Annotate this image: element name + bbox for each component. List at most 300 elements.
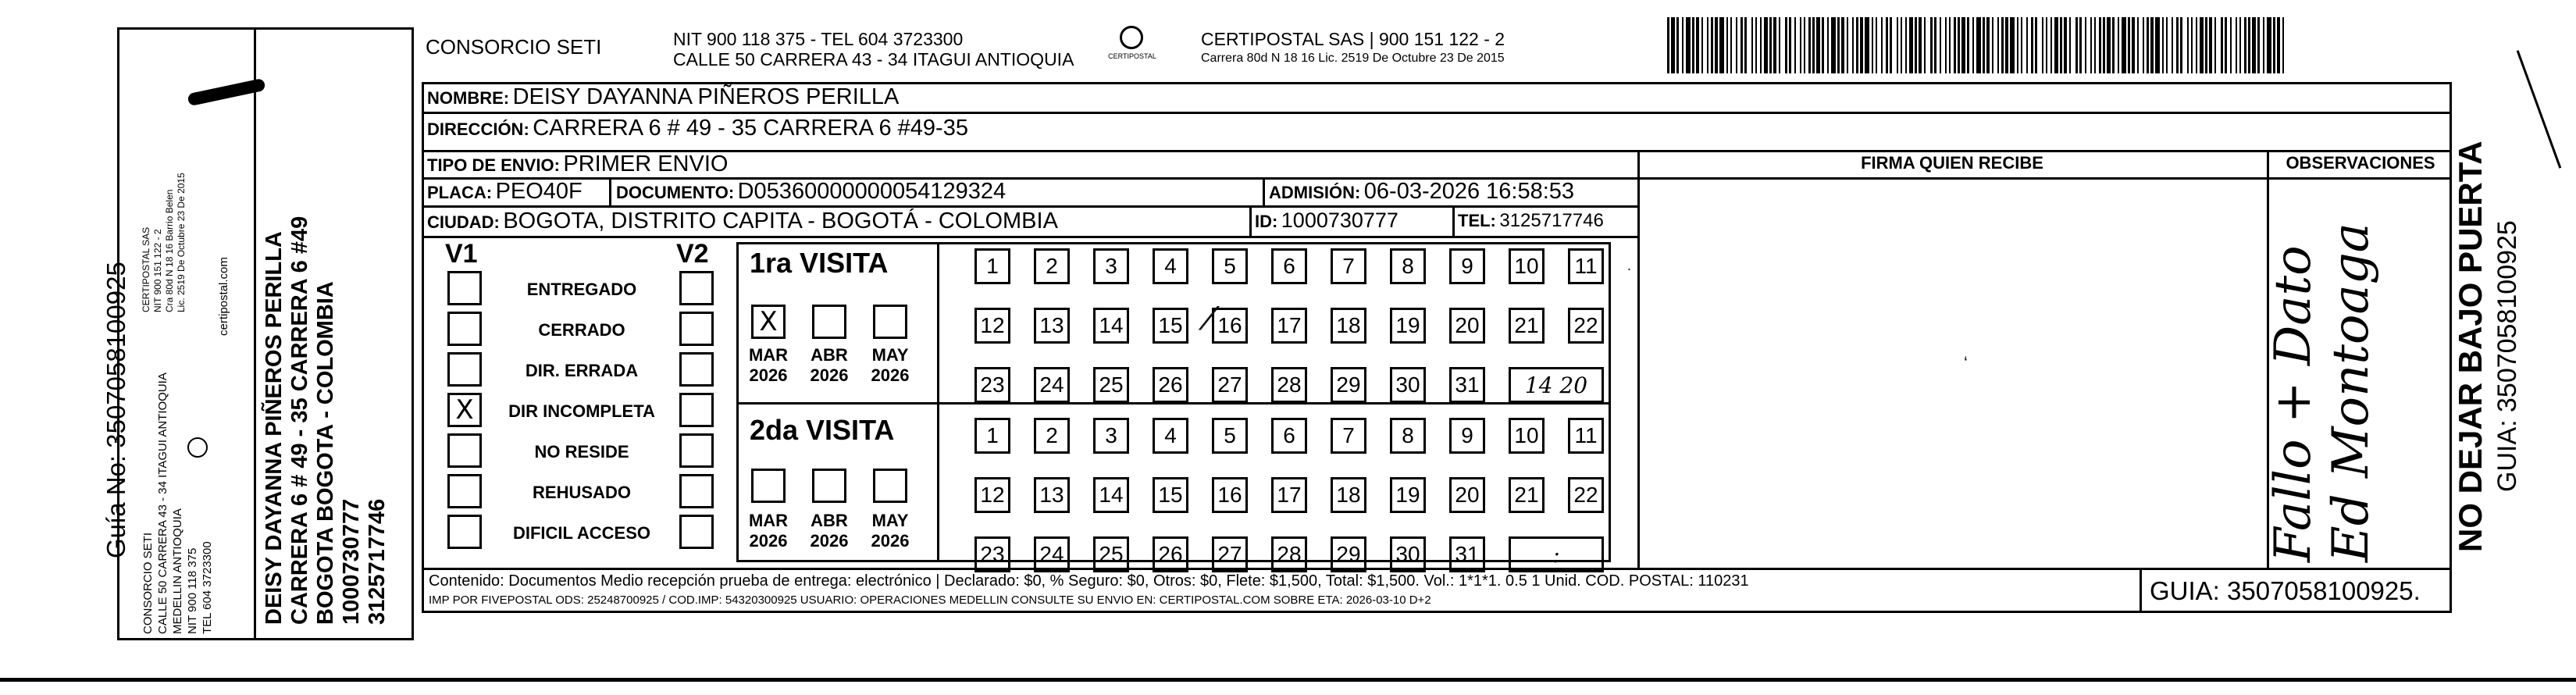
barcode-bar	[2031, 17, 2033, 73]
barcode-bar	[2150, 17, 2154, 73]
first-visit-day-box[interactable]: 18	[1331, 308, 1366, 344]
direccion-value: CARRERA 6 # 49 - 35 CARRERA 6 #49-35	[533, 116, 968, 141]
barcode-bar	[2060, 17, 2062, 73]
barcode-bar	[2010, 17, 2015, 73]
barcode-bar	[2221, 17, 2223, 73]
second-visit-day-box[interactable]: 25	[1093, 536, 1129, 572]
second-visit-day-box[interactable]: 24	[1034, 536, 1070, 572]
second-visit-day-box[interactable]: 16	[1212, 477, 1248, 513]
rule	[422, 112, 2452, 114]
barcode-bar	[1958, 17, 1960, 73]
second-visit-day-box[interactable]: 27	[1212, 536, 1248, 572]
barcode-bar	[1785, 17, 1787, 73]
barcode-bar	[2172, 17, 2173, 73]
stub-recipient-line: 1000730777	[339, 498, 364, 625]
observaciones-label: OBSERVACIONES	[2286, 153, 2435, 173]
barcode-bar	[1905, 17, 1907, 73]
admision-field	[1269, 179, 1574, 205]
barcode	[1667, 17, 2292, 76]
barcode-bar	[1707, 17, 1708, 73]
barcode-bar	[2064, 17, 2067, 73]
reason-cerrado: CERRADO	[538, 320, 625, 340]
month-checkbox-may[interactable]	[873, 305, 907, 339]
second-visit-day-box[interactable]: 13	[1034, 477, 1070, 513]
v1-checkbox[interactable]	[447, 352, 482, 387]
rule	[609, 177, 611, 205]
v2-checkbox[interactable]	[679, 393, 714, 427]
certipostal-logo-icon	[1101, 26, 1163, 66]
barcode-bar	[2046, 17, 2047, 73]
tipo-field	[427, 151, 728, 177]
stub-recipient-line: BOGOTA BOGOTA - COLOMBIA	[313, 281, 338, 625]
barcode-bar	[1755, 17, 1757, 73]
barcode-bar	[2236, 17, 2237, 73]
barcode-bar	[2248, 17, 2250, 73]
admision-label: ADMISIÓN:	[1269, 183, 1361, 202]
barcode-bar	[2054, 17, 2058, 73]
no-dejar-label: NO DEJAR BAJO PUERTA	[2452, 141, 2489, 552]
ciudad-field	[427, 208, 1058, 234]
first-visit-label: 1ra VISITA	[750, 247, 889, 279]
barcode-bar	[1808, 17, 1811, 73]
barcode-bar	[1744, 17, 1747, 73]
barcode-bar	[2085, 17, 2086, 73]
footer-guia: GUIA: 3507058100925.	[2150, 576, 2421, 605]
barcode-bar	[2132, 17, 2135, 73]
first-visit-day-box[interactable]: 10	[1509, 248, 1545, 284]
v2-label: V2	[676, 239, 709, 269]
barcode-bar	[1983, 17, 1985, 73]
first-visit-day-box[interactable]: 22	[1568, 308, 1604, 344]
rule	[422, 236, 1640, 238]
observation-handwriting	[2264, 223, 2380, 562]
barcode-bar	[1751, 17, 1753, 73]
ciudad-value: BOGOTA, DISTRITO CAPITA - BOGOTÁ - COLOMBIA	[503, 208, 1058, 233]
barcode-bar	[2122, 17, 2126, 73]
barcode-bar	[2180, 17, 2182, 73]
first-visit-day-box[interactable]: 29	[1331, 367, 1366, 403]
barcode-bar	[1676, 17, 1679, 73]
barcode-bar	[1945, 17, 1947, 73]
second-visit-day-box[interactable]: 30	[1390, 536, 1426, 572]
barcode-bar	[1909, 17, 1913, 73]
barcode-bar	[1831, 17, 1836, 73]
first-visit-day-box[interactable]: 17	[1271, 308, 1307, 344]
month-label: MAY 2026	[871, 345, 910, 385]
first-visit-day-box[interactable]: 4	[1153, 248, 1188, 284]
day-4-dot: .	[1627, 258, 1632, 273]
barcode-bar	[1800, 17, 1801, 73]
second-visit-day-box[interactable]: 21	[1509, 477, 1545, 513]
barcode-bar	[1886, 17, 1888, 73]
documento-value: D05360000000054129324	[737, 179, 1007, 204]
first-visit-day-box[interactable]: 9	[1449, 248, 1485, 284]
stub-guia-number: Guía No: 3507058100925	[102, 262, 130, 558]
barcode-bar	[1881, 17, 1883, 73]
v1-checkbox[interactable]	[447, 312, 482, 346]
second-visit-day-box[interactable]: 15	[1153, 477, 1188, 513]
v2-checkbox[interactable]	[679, 433, 714, 468]
second-visit-day-box[interactable]: 18	[1331, 477, 1366, 513]
barcode-bar	[1865, 17, 1869, 73]
second-visit-day-box[interactable]: 8	[1390, 418, 1426, 454]
v1-checkbox[interactable]	[447, 515, 482, 549]
id-field	[1255, 208, 1398, 233]
documento-label: DOCUMENTO:	[616, 183, 735, 202]
month-checkbox-abr[interactable]	[812, 305, 846, 339]
nombre-value: DEISY DAYANNA PIÑEROS PERILLA	[512, 84, 900, 109]
barcode-bar	[1692, 17, 1694, 73]
barcode-bar	[1949, 17, 1951, 73]
first-visit-day-box[interactable]: 5	[1212, 248, 1248, 284]
barcode-bar	[2079, 17, 2082, 73]
first-visit-day-box[interactable]: 31	[1449, 367, 1485, 403]
barcode-bar	[1822, 17, 1824, 73]
barcode-bar	[1954, 17, 1956, 73]
barcode-bar	[1852, 17, 1854, 73]
month-label: MAY 2026	[871, 511, 910, 551]
first-visit-day-box[interactable]: 16	[1212, 308, 1248, 344]
barcode-bar	[2099, 17, 2101, 73]
direccion-label: DIRECCIÓN:	[427, 119, 529, 139]
barcode-bar	[2282, 17, 2284, 73]
nombre-label: NOMBRE:	[427, 88, 510, 108]
month-checkbox-mar[interactable]: X	[751, 305, 786, 339]
barcode-bar	[2118, 17, 2119, 73]
reason-entregado: ENTREGADO	[526, 280, 637, 299]
header-company: CONSORCIO SETI	[426, 35, 602, 59]
barcode-bar	[2196, 17, 2197, 73]
v2-checkbox[interactable]	[679, 474, 714, 508]
rule	[1249, 205, 1252, 236]
footer-content-line: Contenido: Documentos Medio recepción prueba de entrega: electrónico | Declarado: $0, % Seguro: $0, Otros: $0, Flete: $1,500, Total: $1,500. Vol.: 1*1*1. 0.5 1 Unid. COD. POSTAL: 110231	[429, 572, 1749, 590]
second-visit-day-box[interactable]: 20	[1449, 477, 1485, 513]
first-visit-day-box[interactable]: 30	[1390, 367, 1426, 403]
first-visit-day-box[interactable]: 3	[1093, 248, 1129, 284]
barcode-bar	[1940, 17, 1941, 73]
placa-value: PEO40F	[495, 179, 583, 204]
first-visit-day-box[interactable]: 27	[1212, 367, 1248, 403]
month-label: MAR 2026	[748, 345, 789, 385]
month-checkbox-mar[interactable]	[751, 469, 786, 503]
barcode-bar	[2267, 17, 2271, 73]
id-value: 1000730777	[1281, 208, 1398, 232]
v1-checkbox[interactable]	[447, 433, 482, 468]
barcode-bar	[1715, 17, 1718, 73]
stub-certipostal-line: Cra 80d N 18 16 Barrio Belen	[164, 189, 175, 312]
reason-dir-incompleta: DIR INCOMPLETA	[508, 401, 655, 421]
first-visit-day-box[interactable]: 15	[1153, 308, 1188, 344]
first-visit-day-box[interactable]: 23	[974, 367, 1010, 403]
first-visit-day-box[interactable]: 2	[1034, 248, 1070, 284]
second-visit-label: 2da VISITA	[750, 414, 895, 446]
day-16-strike-mark: ⁄	[1206, 301, 1212, 337]
side-guia-label: GUIA: 3507058100925	[2492, 220, 2522, 492]
first-visit-day-box[interactable]: 14	[1093, 308, 1129, 344]
v2-checkbox[interactable]	[679, 352, 714, 387]
barcode-bar	[2137, 17, 2139, 73]
reason-dificil-acceso: DIFICIL ACCESO	[512, 523, 650, 543]
tipo-value: PRIMER ENVIO	[563, 151, 729, 176]
second-visit-day-box[interactable]: 28	[1271, 536, 1307, 572]
barcode-bar	[1789, 17, 1791, 73]
barcode-bar	[1760, 17, 1762, 73]
barcode-bar	[2090, 17, 2092, 73]
observation-handwriting-line: Ed Montoaga	[2322, 223, 2380, 562]
barcode-bar	[1860, 17, 1863, 73]
second-visit-day-box[interactable]: 14	[1093, 477, 1129, 513]
barcode-bar	[1897, 17, 1898, 73]
stub-sender-line: MEDELLIN ANTIOQUIA	[171, 508, 184, 634]
barcode-bar	[1816, 17, 1820, 73]
stub-recipient-line: DEISY DAYANNA PIÑEROS PERILLA	[262, 231, 287, 625]
stub-logo-icon	[187, 437, 208, 458]
signature-area: ‘	[1964, 353, 1968, 372]
barcode-bar	[2214, 17, 2216, 73]
first-visit-day-box[interactable]: 7	[1331, 248, 1366, 284]
barcode-bar	[2252, 17, 2256, 73]
second-visit-day-box[interactable]: 12	[974, 477, 1010, 513]
stub-certipostal-line: NIT 900 151 122 - 2	[152, 229, 163, 312]
documento-field	[616, 179, 1006, 205]
barcode-bar	[1696, 17, 1699, 73]
barcode-bar	[2017, 17, 2018, 73]
barcode-bar	[2205, 17, 2207, 73]
tel-value: 3125717746	[1499, 210, 1604, 231]
barcode-bar	[1740, 17, 1743, 73]
first-visit-day-box[interactable]: 25	[1093, 367, 1129, 403]
barcode-bar	[2166, 17, 2168, 73]
barcode-bar	[1841, 17, 1844, 73]
barcode-bar	[2094, 17, 2096, 73]
barcode-bar	[1986, 17, 1990, 73]
barcode-bar	[1972, 17, 1974, 73]
v2-checkbox[interactable]	[679, 515, 714, 549]
stub-certipostal-block	[141, 173, 187, 312]
barcode-bar	[1736, 17, 1737, 73]
barcode-bar	[2230, 17, 2232, 73]
stub-sender-line: CONSORCIO SETI	[141, 532, 155, 634]
stub-recipient-block	[262, 216, 390, 625]
barcode-bar	[2162, 17, 2164, 73]
placa-label: PLACA:	[427, 183, 493, 202]
second-visit-day-box[interactable]: 4	[1153, 418, 1188, 454]
barcode-bar	[1812, 17, 1815, 73]
month-checkbox-may[interactable]	[873, 469, 907, 503]
barcode-bar	[2225, 17, 2227, 73]
second-visit-day-box[interactable]: 31	[1449, 536, 1485, 572]
barcode-bar	[2107, 17, 2111, 73]
nombre-field	[427, 84, 899, 110]
first-visit-day-box[interactable]: 19	[1390, 308, 1426, 344]
barcode-bar	[1901, 17, 1902, 73]
barcode-bar	[1667, 17, 1669, 73]
barcode-bar	[1930, 17, 1933, 73]
barcode-bar	[1961, 17, 1965, 73]
barcode-bar	[1847, 17, 1848, 73]
second-visit-day-box[interactable]: 23	[974, 536, 1010, 572]
barcode-bar	[2026, 17, 2028, 73]
stub-recipient-line: CARRERA 6 # 49 - 35 CARRERA 6 #49	[287, 216, 312, 625]
first-visit-day-box[interactable]: 13	[1034, 308, 1070, 344]
second-visit-time-box[interactable]: :	[1509, 536, 1604, 572]
second-visit-day-box[interactable]: 1	[974, 418, 1010, 454]
reason-dir-errada: DIR. ERRADA	[525, 361, 639, 380]
first-visit-day-box[interactable]: 21	[1509, 308, 1545, 344]
barcode-bar	[2021, 17, 2022, 73]
second-visit-day-box[interactable]: 6	[1271, 418, 1307, 454]
header-certipostal: CERTIPOSTAL SAS | 900 151 122 - 2	[1201, 29, 1505, 49]
rule	[1263, 177, 1265, 205]
v2-checkbox[interactable]	[679, 312, 714, 346]
barcode-bar	[2103, 17, 2105, 73]
stub-sender-block	[141, 372, 215, 634]
barcode-bar	[1730, 17, 1732, 73]
stub-sender-line: NIT 900 118 375	[186, 547, 199, 634]
barcode-bar	[2155, 17, 2160, 73]
barcode-bar	[1719, 17, 1724, 73]
barcode-bar	[1779, 17, 1780, 73]
barcode-bar	[1711, 17, 1713, 73]
barcode-bar	[1876, 17, 1877, 73]
stub-sender-line: CALLE 50 CARRERA 43 - 34 ITAGUI ANTIOQUIA	[156, 372, 169, 634]
first-visit-day-box[interactable]: 12	[974, 308, 1010, 344]
barcode-bar	[1726, 17, 1728, 73]
barcode-bar	[1872, 17, 1873, 73]
month-label: ABR 2026	[810, 345, 849, 385]
second-visit-day-box[interactable]: 22	[1568, 477, 1604, 513]
observation-handwriting-line: Fallo + Dato	[2264, 245, 2322, 562]
second-visit-day-box[interactable]: 11	[1568, 418, 1604, 454]
month-label: ABR 2026	[810, 511, 849, 551]
barcode-bar	[2005, 17, 2008, 73]
rule	[1637, 150, 1640, 568]
second-visit-day-box[interactable]: 9	[1449, 418, 1485, 454]
second-visit-day-box[interactable]: 3	[1093, 418, 1129, 454]
barcode-bar	[2277, 17, 2280, 73]
barcode-bar	[2050, 17, 2052, 73]
barcode-bar	[1686, 17, 1691, 73]
barcode-bar	[2147, 17, 2149, 73]
barcode-bar	[1924, 17, 1926, 73]
barcode-bar	[1671, 17, 1675, 73]
footer-imp-line: IMP POR FIVEPOSTAL ODS: 25248700925 / COD.IMP: 54320300925 USUARIO: OPERACIONES MEDELLIN CONSULTE SU ENVIO EN: CERTIPOSTAL.COM SOBRE ETA: 2026-03-10 D+2	[429, 593, 1431, 607]
barcode-bar	[1827, 17, 1829, 73]
placa-field	[427, 179, 583, 205]
barcode-bar	[1992, 17, 1993, 73]
barcode-bar	[2075, 17, 2078, 73]
barcode-bar	[1769, 17, 1772, 73]
reason-rehusado: REHUSADO	[533, 483, 631, 502]
first-visit-day-box[interactable]: 11	[1568, 248, 1604, 284]
barcode-bar	[1764, 17, 1768, 73]
bottom-edge-line	[0, 678, 2576, 682]
barcode-bar	[2257, 17, 2260, 73]
stub-recipient-line: 3125717746	[365, 498, 390, 625]
second-visit-day-box[interactable]: 5	[1212, 418, 1248, 454]
v2-checkbox[interactable]	[679, 271, 714, 305]
barcode-bar	[1915, 17, 1917, 73]
rule	[2140, 568, 2142, 613]
barcode-bar	[1934, 17, 1936, 73]
id-label: ID:	[1255, 212, 1278, 231]
stub-certipostal-web: certipostal.com	[217, 257, 230, 336]
v1-label: V1	[445, 239, 478, 269]
second-visit-day-box[interactable]: 26	[1153, 536, 1188, 572]
barcode-bar	[2035, 17, 2037, 73]
barcode-bar	[2143, 17, 2144, 73]
barcode-bar	[2209, 17, 2212, 73]
rule	[2267, 177, 2452, 180]
first-visit-day-box[interactable]: 8	[1390, 248, 1426, 284]
stub-sender-line: TEL 604 3723300	[201, 541, 214, 634]
second-visit-day-box[interactable]: 7	[1331, 418, 1366, 454]
barcode-bar	[2112, 17, 2115, 73]
tel-label: TEL:	[1458, 211, 1496, 230]
second-visit-day-box[interactable]: 10	[1509, 418, 1545, 454]
barcode-bar	[1976, 17, 1981, 73]
barcode-bar	[2001, 17, 2004, 73]
header-certipostal-address: Carrera 80d N 18 16 Lic. 2519 De Octubre 23 De 2015	[1201, 52, 1505, 65]
stub-certipostal-line: CERTIPOSTAL SAS	[141, 226, 151, 312]
second-visit-day-box[interactable]: 19	[1390, 477, 1426, 513]
header-nit-tel: NIT 900 118 375 - TEL 604 3723300	[673, 29, 964, 49]
barcode-bar	[2187, 17, 2189, 73]
month-checkbox-abr[interactable]	[812, 469, 846, 503]
second-visit-day-box[interactable]: 17	[1271, 477, 1307, 513]
barcode-bar	[1890, 17, 1892, 73]
first-visit-day-box[interactable]: 28	[1271, 367, 1307, 403]
barcode-bar	[1837, 17, 1840, 73]
stub-certipostal-line: Lic. 2519 De Octubre 23 De 2015	[176, 173, 187, 312]
barcode-bar	[1856, 17, 1858, 73]
barcode-bar	[2069, 17, 2071, 73]
first-visit-day-box[interactable]: 6	[1271, 248, 1307, 284]
admision-value: 06-03-2026 16:58:53	[1363, 179, 1575, 204]
barcode-bar	[1804, 17, 1805, 73]
v1-checkbox[interactable]	[447, 474, 482, 508]
first-visit-time-box[interactable]: 14 20	[1509, 367, 1604, 403]
barcode-bar	[2128, 17, 2130, 73]
barcode-bar	[2176, 17, 2179, 73]
barcode-bar	[2263, 17, 2264, 73]
first-visit-day-box[interactable]: 26	[1153, 367, 1188, 403]
second-visit-day-box[interactable]: 2	[1034, 418, 1070, 454]
barcode-bar	[2042, 17, 2043, 73]
barcode-bar	[1701, 17, 1703, 73]
barcode-bar	[2273, 17, 2275, 73]
rule	[422, 205, 1640, 208]
reason-no-reside: NO RESIDE	[534, 442, 629, 462]
tipo-label: TIPO DE ENVIO:	[427, 155, 560, 175]
v1-checkbox[interactable]: X	[447, 393, 482, 427]
header-address: CALLE 50 CARRERA 43 - 34 ITAGUI ANTIOQUIA	[673, 49, 1074, 70]
v1-checkbox[interactable]	[447, 271, 482, 305]
direccion-field	[427, 116, 968, 141]
barcode-bar	[2200, 17, 2204, 73]
first-visit-day-box[interactable]: 24	[1034, 367, 1070, 403]
logo-text: CERTIPOSTAL	[1108, 52, 1156, 60]
ciudad-label: CIUDAD:	[427, 212, 500, 232]
edge-mark	[2517, 50, 2562, 168]
rule	[422, 568, 2452, 570]
barcode-bar	[1919, 17, 1922, 73]
barcode-bar	[1794, 17, 1796, 73]
barcode-bar	[1682, 17, 1683, 73]
first-visit-day-box[interactable]: 1	[974, 248, 1010, 284]
second-visit-day-box[interactable]: 29	[1331, 536, 1366, 572]
first-visit-day-box[interactable]: 20	[1449, 308, 1485, 344]
